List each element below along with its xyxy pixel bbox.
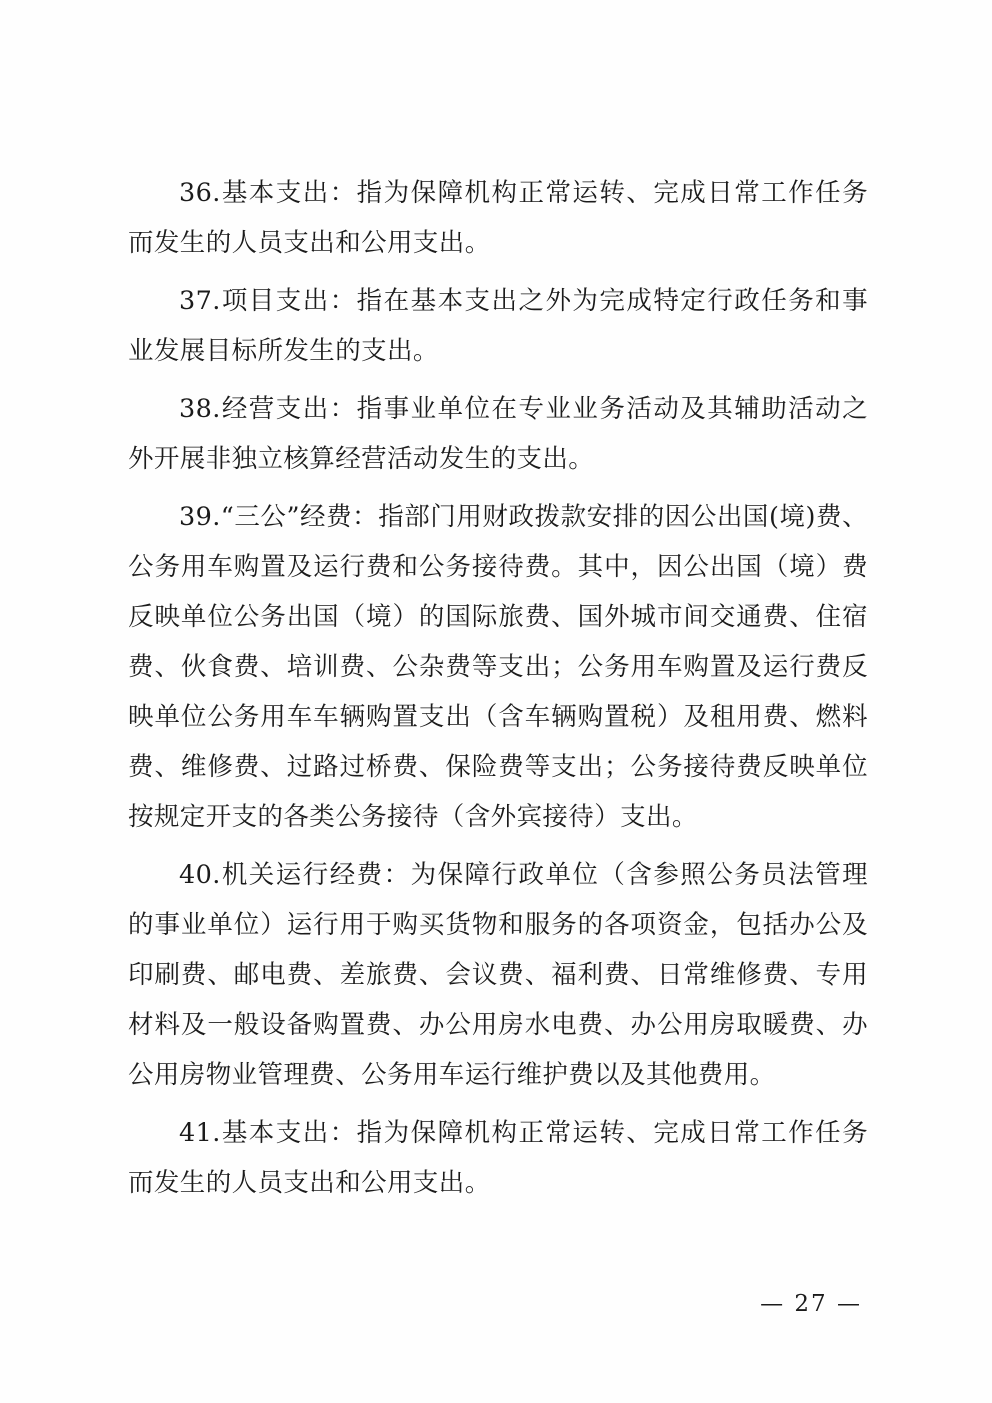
paragraph-item-37: 37.项目支出：指在基本支出之外为完成特定行政任务和事业发展目标所发生的支出。	[128, 286, 868, 366]
page-footer	[0, 1291, 992, 1317]
paragraph-item-41: 41.基本支出：指为保障机构正常运转、完成日常工作任务而发生的人员支出和公用支出。	[128, 1118, 868, 1198]
paragraph-item-38: 38.经营支出：指事业单位在专业业务活动及其辅助活动之外开展非独立核算经营活动发生的支出。	[128, 394, 868, 474]
document-body	[128, 168, 868, 1208]
paragraph-item-40: 40.机关运行经费：为保障行政单位（含参照公务员法管理的事业单位）运行用于购买货物和服务的各项资金，包括办公及印刷费、邮电费、差旅费、会议费、福利费、日常维修费、专用材料及一般设备购置费、办公用房水电费、办公用房取暖费、办公用房物业管理费、公务用车运行维护费以及其他费用。	[128, 860, 868, 1090]
page-number: — 27 —	[760, 1291, 862, 1317]
paragraph-item-36: 36.基本支出：指为保障机构正常运转、完成日常工作任务而发生的人员支出和公用支出。	[128, 178, 868, 258]
paragraph-item-39: 39.“三公”经费：指部门用财政拨款安排的因公出国(境)费、公务用车购置及运行费和公务接待费。其中，因公出国（境）费反映单位公务出国（境）的国际旅费、国外城市间交通费、住宿费、伙食费、培训费、公杂费等支出；公务用车购置及运行费反映单位公务用车车辆购置支出（含车辆购置税）及租用费、燃料费、维修费、过路过桥费、保险费等支出；公务接待费反映单位按规定开支的各类公务接待（含外宾接待）支出。	[128, 502, 868, 832]
